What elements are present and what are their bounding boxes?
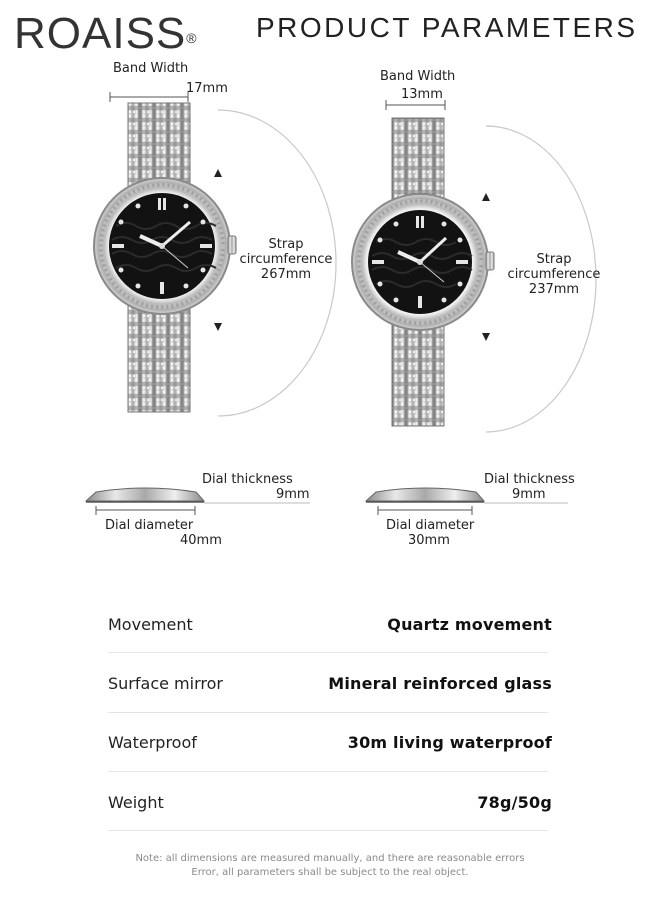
spec-value: Mineral reinforced glass — [328, 674, 552, 693]
spec-value: 78g/50g — [477, 793, 552, 812]
footnote-line1: Note: all dimensions are measured manually, and there are reasonable errors — [135, 853, 525, 864]
spec-row-movement — [108, 615, 552, 635]
spec-row-waterproof — [108, 733, 552, 753]
divider — [108, 712, 548, 713]
spec-key: Waterproof — [108, 733, 197, 752]
small-band-width-label: Band Width — [380, 69, 456, 84]
footnote — [0, 852, 660, 880]
small-strap-label-line2: circumference — [507, 267, 601, 282]
footnote-line2: Error, all parameters shall be subject to the real object. — [191, 867, 469, 878]
small-dial-thickness-value: 9mm — [512, 487, 546, 502]
brand-name: ROAISS — [14, 9, 187, 58]
large-band-width-label: Band Width — [113, 61, 189, 76]
large-strap-label-line1: Strap — [268, 237, 304, 252]
small-band-width-value: 13mm — [401, 87, 443, 102]
small-dial-thickness-label: Dial thickness — [484, 472, 575, 487]
spec-row-surface-mirror — [108, 674, 552, 694]
large-strap-value: 267mm — [260, 267, 312, 282]
large-strap-label — [236, 237, 336, 282]
page-title: PRODUCT PARAMETERS — [256, 12, 638, 43]
small-strap-label-line1: Strap — [536, 252, 572, 267]
large-dial-thickness-value: 9mm — [276, 487, 310, 502]
large-strap-label-line2: circumference — [239, 252, 333, 267]
spec-key: Surface mirror — [108, 674, 223, 693]
large-band-width-value: 17mm — [186, 81, 228, 96]
spec-key: Weight — [108, 793, 164, 812]
divider — [108, 771, 548, 772]
small-strap-label — [504, 252, 604, 297]
spec-value: Quartz movement — [387, 615, 552, 634]
spec-row-weight — [108, 793, 552, 813]
small-strap-value: 237mm — [528, 282, 580, 297]
large-dial-thickness-label: Dial thickness — [202, 472, 293, 487]
small-dial-diameter-label: Dial diameter — [386, 518, 475, 533]
large-dial-diameter-value: 40mm — [180, 533, 222, 548]
spec-key: Movement — [108, 615, 193, 634]
registered-mark: ® — [186, 30, 198, 46]
large-dial-diameter-label: Dial diameter — [105, 518, 194, 533]
divider — [108, 830, 548, 831]
divider — [108, 652, 548, 653]
small-dial-diameter-value: 30mm — [408, 533, 450, 548]
spec-value: 30m living waterproof — [347, 733, 552, 752]
